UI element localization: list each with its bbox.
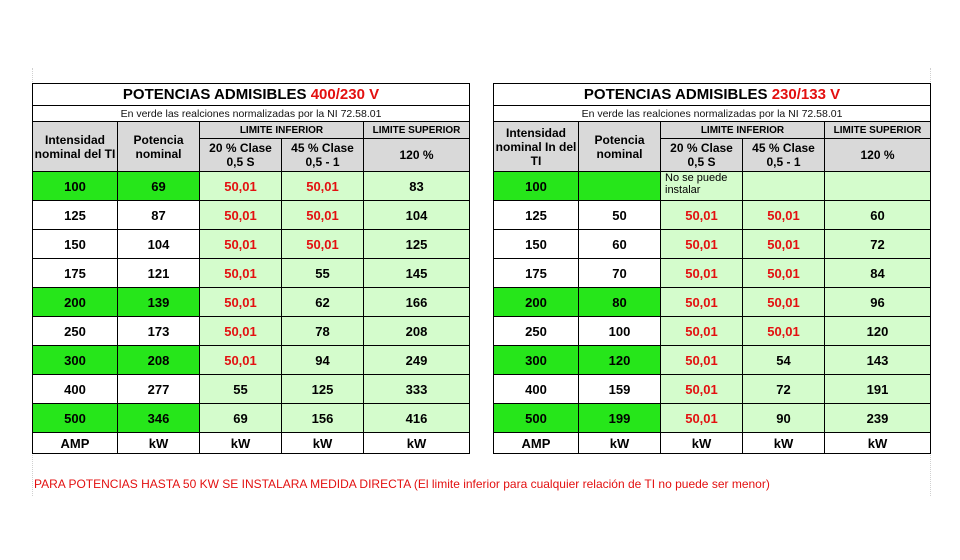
table-row xyxy=(494,375,931,404)
header-lower-20: 20 % Clase 0,5 S xyxy=(200,139,282,172)
cell-limit-20: 55 xyxy=(200,375,282,404)
cell-power: 100 xyxy=(579,317,661,346)
cell-intensity: 400 xyxy=(33,375,118,404)
cell-limit-120: 416 xyxy=(364,404,470,433)
table-row xyxy=(33,201,470,230)
cell-intensity: 150 xyxy=(33,230,118,259)
cell-power: 121 xyxy=(118,259,200,288)
unit-power: kW xyxy=(579,433,661,454)
table-row xyxy=(33,172,470,201)
header-lower-20: 20 % Clase 0,5 S xyxy=(661,139,743,172)
cell-limit-45: 50,01 xyxy=(743,230,825,259)
table-row xyxy=(494,288,931,317)
table-row xyxy=(33,404,470,433)
cell-limit-45: 54 xyxy=(743,346,825,375)
cell-power: 139 xyxy=(118,288,200,317)
header-upper-120: 120 % xyxy=(364,139,470,172)
header-upper-limit: LIMITE SUPERIOR xyxy=(825,122,931,139)
header-lower-45: 45 % Clase 0,5 - 1 xyxy=(282,139,364,172)
cell-limit-45: 50,01 xyxy=(282,201,364,230)
cell-limit-120: 249 xyxy=(364,346,470,375)
header-upper-limit: LIMITE SUPERIOR xyxy=(364,122,470,139)
table-row xyxy=(494,317,931,346)
cell-intensity: 200 xyxy=(494,288,579,317)
table-panel-230-133 xyxy=(493,83,930,454)
cell-intensity: 125 xyxy=(33,201,118,230)
cell-limit-120: 84 xyxy=(825,259,931,288)
cell-limit-20: 50,01 xyxy=(661,259,743,288)
cell-limit-45: 50,01 xyxy=(743,317,825,346)
cell-power: 50 xyxy=(579,201,661,230)
cell-limit-45: 55 xyxy=(282,259,364,288)
cell-intensity: 100 xyxy=(33,172,118,201)
power-table xyxy=(493,83,931,454)
table-row xyxy=(33,288,470,317)
cell-power: 60 xyxy=(579,230,661,259)
table-row xyxy=(494,230,931,259)
cell-intensity: 200 xyxy=(33,288,118,317)
header-lower-limit: LIMITE INFERIOR xyxy=(200,122,364,139)
table-row xyxy=(494,346,931,375)
units-row xyxy=(33,433,470,454)
header-power: Potencia nominal xyxy=(579,122,661,172)
table-title xyxy=(33,84,470,106)
table-row xyxy=(494,201,931,230)
cell-limit-120: 191 xyxy=(825,375,931,404)
cell-intensity: 300 xyxy=(33,346,118,375)
footnote: PARA POTENCIAS HASTA 50 KW SE INSTALARA MEDIDA DIRECTA (El limite inferior para cualquier relación de TI no puede ser menor) xyxy=(34,477,770,491)
cell-limit-20: 50,01 xyxy=(661,375,743,404)
cell-limit-120: 145 xyxy=(364,259,470,288)
table-subtitle: En verde las realciones normalizadas por la NI 72.58.01 xyxy=(494,106,931,122)
cell-intensity: 300 xyxy=(494,346,579,375)
cell-limit-20: 69 xyxy=(200,404,282,433)
units-row xyxy=(494,433,931,454)
table-subtitle: En verde las realciones normalizadas por la NI 72.58.01 xyxy=(33,106,470,122)
cell-limit-20: 50,01 xyxy=(200,346,282,375)
table-row xyxy=(33,375,470,404)
cell-limit-20: 50,01 xyxy=(200,288,282,317)
table-title-text: POTENCIAS ADMISIBLES xyxy=(583,86,768,103)
cell-limit-45: 50,01 xyxy=(743,259,825,288)
cell-power: 277 xyxy=(118,375,200,404)
cell-limit-20: 50,01 xyxy=(200,317,282,346)
table-row xyxy=(33,259,470,288)
cell-intensity: 125 xyxy=(494,201,579,230)
cell-limit-120: 104 xyxy=(364,201,470,230)
header-upper-120: 120 % xyxy=(825,139,931,172)
cell-power: 104 xyxy=(118,230,200,259)
unit-lim45: kW xyxy=(743,433,825,454)
cell-limit-20: 50,01 xyxy=(661,404,743,433)
cell-intensity: 250 xyxy=(33,317,118,346)
cell-intensity: 175 xyxy=(33,259,118,288)
unit-lim20: kW xyxy=(661,433,743,454)
power-table xyxy=(32,83,470,454)
cell-limit-20: 50,01 xyxy=(200,230,282,259)
cell-limit-120: 143 xyxy=(825,346,931,375)
cell-limit-120: 96 xyxy=(825,288,931,317)
cell-limit-20: 50,01 xyxy=(661,346,743,375)
header-intensity: Intensidad nominal del TI xyxy=(33,122,118,172)
cell-limit-45: 72 xyxy=(743,375,825,404)
cell-limit-120: 125 xyxy=(364,230,470,259)
cell-power: 69 xyxy=(118,172,200,201)
header-power: Potencia nominal xyxy=(118,122,200,172)
cell-limit-45: 50,01 xyxy=(282,172,364,201)
header-lower-45: 45 % Clase 0,5 - 1 xyxy=(743,139,825,172)
cell-power: 80 xyxy=(579,288,661,317)
unit-intensity: AMP xyxy=(494,433,579,454)
table-row xyxy=(494,404,931,433)
cell-power: 346 xyxy=(118,404,200,433)
cell-limit-20: No se puede instalar xyxy=(661,172,743,201)
table-row xyxy=(33,230,470,259)
cell-intensity: 500 xyxy=(33,404,118,433)
unit-lim20: kW xyxy=(200,433,282,454)
cell-power: 208 xyxy=(118,346,200,375)
cell-power xyxy=(579,172,661,201)
table-row xyxy=(494,172,931,201)
table-panel-400-230 xyxy=(32,83,469,454)
cell-limit-120: 208 xyxy=(364,317,470,346)
cell-intensity: 150 xyxy=(494,230,579,259)
cell-limit-45: 90 xyxy=(743,404,825,433)
cell-limit-45: 78 xyxy=(282,317,364,346)
unit-lim120: kW xyxy=(364,433,470,454)
cell-limit-45 xyxy=(743,172,825,201)
cell-limit-45: 50,01 xyxy=(282,230,364,259)
unit-intensity: AMP xyxy=(33,433,118,454)
unit-power: kW xyxy=(118,433,200,454)
cell-limit-20: 50,01 xyxy=(661,230,743,259)
cell-limit-20: 50,01 xyxy=(661,317,743,346)
cell-intensity: 175 xyxy=(494,259,579,288)
table-title-voltage: 400/230 V xyxy=(310,86,380,103)
cell-limit-45: 50,01 xyxy=(743,201,825,230)
table-row xyxy=(494,259,931,288)
cell-power: 87 xyxy=(118,201,200,230)
cell-limit-120: 83 xyxy=(364,172,470,201)
table-title xyxy=(494,84,931,106)
table-row xyxy=(33,346,470,375)
table-title-text: POTENCIAS ADMISIBLES xyxy=(122,86,307,103)
cell-limit-20: 50,01 xyxy=(661,288,743,317)
cell-limit-20: 50,01 xyxy=(200,259,282,288)
cell-power: 199 xyxy=(579,404,661,433)
cell-power: 159 xyxy=(579,375,661,404)
cell-intensity: 500 xyxy=(494,404,579,433)
table-title-voltage: 230/133 V xyxy=(771,86,841,103)
cell-power: 120 xyxy=(579,346,661,375)
cell-limit-45: 50,01 xyxy=(743,288,825,317)
unit-lim120: kW xyxy=(825,433,931,454)
header-lower-limit: LIMITE INFERIOR xyxy=(661,122,825,139)
cell-limit-120: 239 xyxy=(825,404,931,433)
cell-intensity: 250 xyxy=(494,317,579,346)
cell-intensity: 100 xyxy=(494,172,579,201)
cell-intensity: 400 xyxy=(494,375,579,404)
cell-limit-45: 62 xyxy=(282,288,364,317)
cell-limit-120: 120 xyxy=(825,317,931,346)
cell-limit-120 xyxy=(825,172,931,201)
table-row xyxy=(33,317,470,346)
cell-limit-20: 50,01 xyxy=(200,201,282,230)
cell-power: 173 xyxy=(118,317,200,346)
cell-limit-20: 50,01 xyxy=(661,201,743,230)
cell-limit-120: 72 xyxy=(825,230,931,259)
cell-limit-45: 156 xyxy=(282,404,364,433)
cell-limit-45: 125 xyxy=(282,375,364,404)
cell-limit-120: 333 xyxy=(364,375,470,404)
cell-limit-120: 166 xyxy=(364,288,470,317)
cell-limit-45: 94 xyxy=(282,346,364,375)
cell-limit-20: 50,01 xyxy=(200,172,282,201)
header-intensity: Intensidad nominal In del TI xyxy=(494,122,579,172)
cell-power: 70 xyxy=(579,259,661,288)
unit-lim45: kW xyxy=(282,433,364,454)
cell-limit-120: 60 xyxy=(825,201,931,230)
